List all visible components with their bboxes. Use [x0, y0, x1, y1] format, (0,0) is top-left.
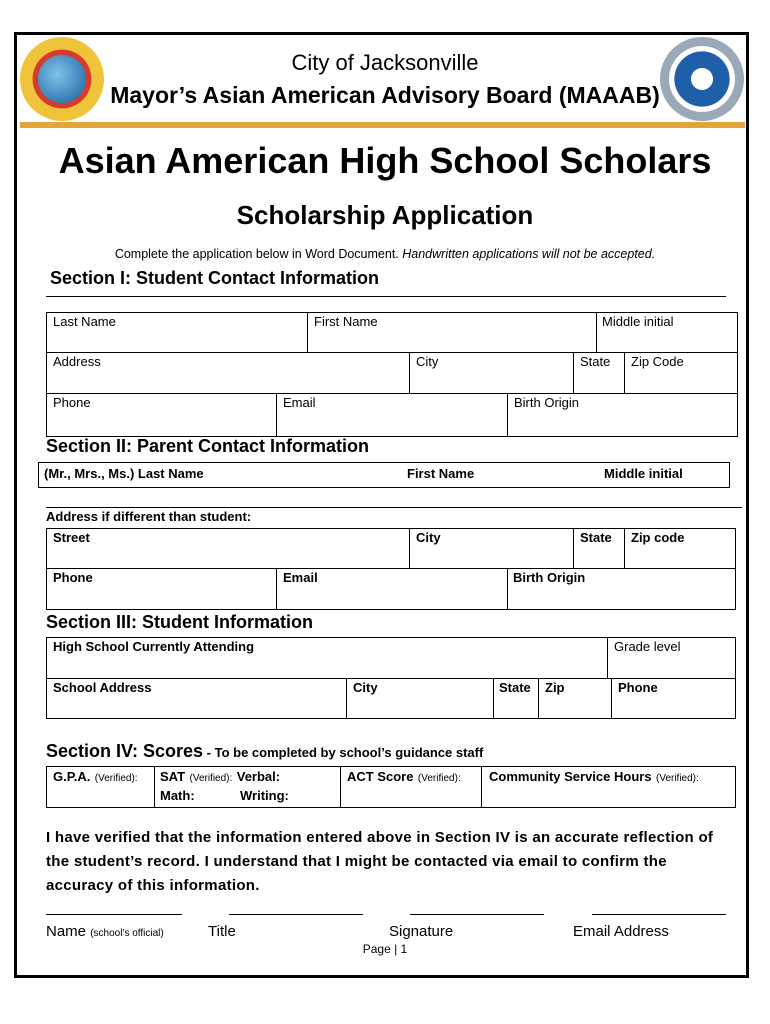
parent-city-field[interactable]: City: [416, 530, 441, 545]
act-field[interactable]: ACT Score (Verified):: [347, 769, 461, 784]
signature-line[interactable]: [410, 914, 544, 915]
student-phone-field[interactable]: Phone: [53, 395, 91, 410]
school-zip-field[interactable]: Zip: [545, 680, 565, 695]
section2-heading: Section II: Parent Contact Information: [46, 436, 370, 456]
scores-col-divider: [481, 766, 482, 808]
email-address-label: Email Address: [573, 923, 669, 940]
name-signature-line[interactable]: [46, 914, 182, 915]
parent-phone-field[interactable]: Phone: [53, 570, 93, 585]
school-col-divider: [493, 678, 494, 719]
parent-col-divider: [624, 528, 625, 568]
sat-writing-label[interactable]: Writing:: [240, 788, 289, 803]
parent-col-divider: [409, 528, 410, 568]
gpa-label: G.P.A.: [53, 769, 91, 784]
name-signature-label: [46, 923, 164, 940]
scores-col-divider: [340, 766, 341, 808]
act-label: ACT Score: [347, 769, 414, 784]
signature-label: Signature: [389, 923, 454, 940]
section3-heading: Section III: Student Information: [46, 612, 313, 632]
school-col-divider: [607, 637, 608, 678]
section1-col-divider: [624, 352, 625, 393]
act-verified-note: (Verified): [417, 773, 458, 784]
student-city-field[interactable]: City: [416, 354, 439, 369]
parent-col-divider: [573, 528, 574, 568]
section1-col-divider: [596, 312, 597, 352]
page-subtitle: Scholarship Application: [236, 200, 534, 230]
parent-address-rule: [46, 507, 742, 508]
page-title: Asian American High School Scholars: [58, 140, 712, 181]
section1-col-divider: [276, 393, 277, 437]
student-address-field[interactable]: Address: [53, 354, 101, 369]
parent-first-name-field[interactable]: First Name: [407, 466, 475, 481]
sat-math-label[interactable]: Math:: [160, 788, 195, 803]
community-service-label: Community Service Hours: [489, 769, 652, 784]
section4-heading: Section IV: Scores: [46, 741, 204, 761]
name-label: Name: [46, 923, 87, 940]
student-email-field[interactable]: Email: [283, 395, 316, 410]
email-signature-line[interactable]: [592, 914, 726, 915]
header-city: City of Jacksonville: [291, 50, 479, 75]
gpa-field[interactable]: [53, 768, 138, 786]
parent-col-divider: [507, 568, 508, 610]
parent-state-field[interactable]: State: [580, 530, 612, 545]
parent-row-divider: [46, 568, 736, 569]
parent-col-divider: [276, 568, 277, 610]
instructions-emphasis: Handwritten applications will not be accepted.: [402, 247, 656, 261]
section1-rule: [46, 296, 726, 297]
name-note: (school’s official): [90, 928, 164, 939]
gpa-verified-note: (Verified):: [94, 773, 138, 784]
section1-col-divider: [507, 393, 508, 437]
high-school-field[interactable]: High School Currently Attending: [53, 639, 255, 654]
student-state-field[interactable]: State: [580, 354, 611, 369]
section1-table: [46, 312, 738, 437]
parent-zip-field[interactable]: Zip code: [631, 530, 685, 545]
student-middle-initial-field[interactable]: Middle initial: [602, 314, 674, 329]
community-verified-note: (Verified):: [656, 773, 699, 784]
student-birth-origin-field[interactable]: Birth Origin: [514, 395, 580, 410]
section1-heading: Section I: Student Contact Information: [50, 268, 379, 288]
section4-heading-row: [46, 741, 483, 762]
community-service-field[interactable]: [489, 768, 699, 786]
sat-verified-note: (Verified):: [189, 773, 233, 784]
page-number: Page | 1: [362, 942, 408, 956]
student-zip-field[interactable]: Zip Code: [631, 354, 684, 369]
title-signature-line[interactable]: [229, 914, 363, 915]
parent-last-name-field[interactable]: (Mr., Mrs., Ms.) Last Name: [44, 466, 204, 481]
header-rule: [20, 122, 745, 128]
title-signature-label: Title: [208, 923, 236, 940]
school-row-divider: [46, 678, 736, 679]
section1-row-divider-2: [46, 393, 738, 394]
school-col-divider: [538, 678, 539, 719]
section4-heading-note: - To be completed by school’s guidance staff: [203, 745, 484, 760]
school-state-field[interactable]: State: [499, 680, 531, 695]
section1-col-divider: [409, 352, 410, 393]
parent-street-field[interactable]: Street: [53, 530, 90, 545]
section1-row-divider-1: [46, 352, 738, 353]
school-address-field[interactable]: School Address: [53, 680, 152, 695]
parent-email-field[interactable]: Email: [283, 570, 318, 585]
parent-address-note: Address if different than student:: [46, 509, 252, 524]
student-first-name-field[interactable]: First Name: [314, 314, 378, 329]
section1-col-divider: [573, 352, 574, 393]
section1-col-divider: [307, 312, 308, 352]
sat-label: SAT: [160, 769, 186, 784]
school-col-divider: [611, 678, 612, 719]
sat-verbal-label: Verbal:: [236, 769, 281, 784]
parent-birth-origin-field[interactable]: Birth Origin: [513, 570, 586, 585]
instructions-text: Complete the application below in Word Document.: [114, 247, 399, 261]
certification-statement: I have verified that the information entered above in Section IV is an accurate reflection of the student’s record. I understand that I might be contacted via email to confirm the accuracy of this information.: [46, 829, 714, 894]
scores-col-divider: [154, 766, 155, 808]
grade-level-field[interactable]: Grade level: [614, 639, 681, 654]
school-phone-field[interactable]: Phone: [618, 680, 658, 695]
student-last-name-field[interactable]: Last Name: [53, 314, 116, 329]
header-board: Mayor’s Asian American Advisory Board (MAAAB): [110, 82, 660, 108]
school-city-field[interactable]: City: [353, 680, 378, 695]
sat-field[interactable]: [160, 768, 280, 786]
school-col-divider: [346, 678, 347, 719]
parent-middle-initial-field[interactable]: Middle initial: [604, 466, 683, 481]
instructions: [0, 247, 770, 261]
